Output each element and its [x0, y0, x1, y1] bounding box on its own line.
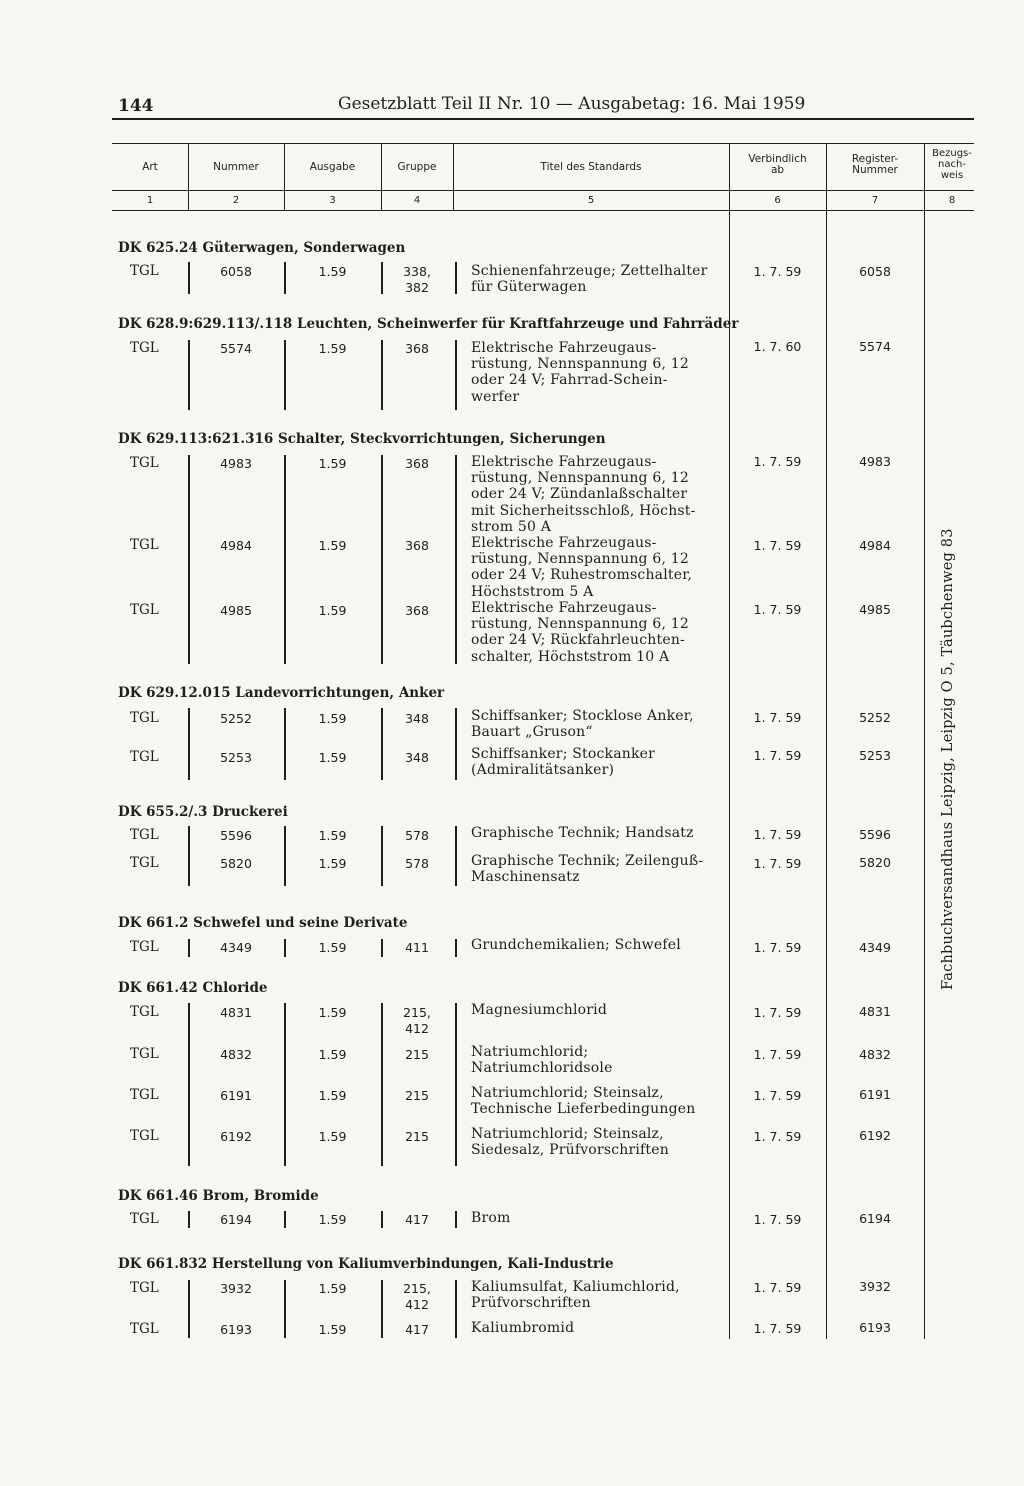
row-art: TGL [130, 939, 159, 955]
row-ausgabe: 1.59 [318, 456, 347, 471]
col-number: 8 [948, 195, 956, 206]
row-art: TGL [130, 827, 159, 843]
section-heading: DK 661.46 Brom, Bromide [118, 1188, 319, 1204]
column-divider-bezug [924, 211, 925, 1339]
row-verbindlich: 1. 7. 59 [753, 827, 802, 842]
row-column-separator [284, 455, 286, 664]
row-verbindlich: 1. 7. 59 [753, 710, 802, 725]
row-titel: Kaliumbromid [471, 1320, 575, 1336]
row-nummer: 5252 [220, 711, 252, 726]
row-ausgabe: 1.59 [318, 603, 347, 618]
header-top-rule [112, 118, 974, 120]
row-ausgabe: 1.59 [318, 1088, 347, 1103]
row-verbindlich: 1. 7. 59 [753, 538, 802, 553]
row-register: 5596 [859, 827, 891, 842]
row-nummer: 4984 [220, 538, 252, 553]
row-verbindlich: 1. 7. 59 [753, 454, 802, 469]
row-register: 5820 [859, 855, 891, 870]
row-verbindlich: 1. 7. 59 [753, 1280, 802, 1295]
row-titel: Elektrische Fahrzeugaus- rüstung, Nennspannung 6, 12 oder 24 V; Rückfahrleuchten- schalter, Höchststrom 10 A [471, 600, 689, 665]
row-ausgabe: 1.59 [318, 341, 347, 356]
row-titel: Natriumchlorid; Steinsalz, Siedesalz, Prüfvorschriften [471, 1126, 669, 1159]
row-verbindlich: 1. 7. 59 [753, 1005, 802, 1020]
row-column-separator [455, 1211, 457, 1228]
col-header-gruppe: Gruppe [397, 161, 437, 173]
row-register: 4983 [859, 454, 891, 469]
row-nummer: 5253 [220, 750, 252, 765]
row-gruppe: 417 [405, 1212, 429, 1227]
row-verbindlich: 1. 7. 59 [753, 1047, 802, 1062]
row-nummer: 6193 [220, 1322, 252, 1337]
row-register: 5253 [859, 748, 891, 763]
row-ausgabe: 1.59 [318, 711, 347, 726]
section-heading: DK 655.2/.3 Druckerei [118, 804, 288, 820]
row-titel: Schiffsanker; Stocklose Anker, Bauart „Gruson“ [471, 708, 694, 741]
row-art: TGL [130, 1004, 159, 1020]
row-column-separator [455, 708, 457, 780]
col-header-bezug: Bezugs- nach- weis [932, 148, 972, 181]
row-nummer: 6058 [220, 264, 252, 279]
col-header-ausgabe: Ausgabe [309, 161, 356, 173]
row-column-separator [188, 455, 190, 664]
col-header-nummer: Nummer [213, 161, 259, 173]
row-register: 3932 [859, 1279, 891, 1294]
row-column-separator [455, 340, 457, 410]
row-titel: Grundchemikalien; Schwefel [471, 937, 681, 953]
row-nummer: 5596 [220, 828, 252, 843]
row-titel: Graphische Technik; Handsatz [471, 825, 694, 841]
row-register: 6194 [859, 1211, 891, 1226]
row-gruppe: 215, 412 [403, 1005, 431, 1036]
row-register: 4349 [859, 940, 891, 955]
row-titel: Schienenfahrzeuge; Zettelhalter für Güterwagen [471, 263, 708, 296]
row-ausgabe: 1.59 [318, 828, 347, 843]
row-gruppe: 368 [405, 538, 429, 553]
row-column-separator [455, 939, 457, 957]
row-ausgabe: 1.59 [318, 1047, 347, 1062]
row-titel: Brom [471, 1210, 511, 1226]
section-heading: DK 625.24 Güterwagen, Sonderwagen [118, 240, 406, 256]
row-titel: Magnesiumchlorid [471, 1002, 607, 1018]
row-nummer: 6194 [220, 1212, 252, 1227]
row-gruppe: 368 [405, 341, 429, 356]
row-nummer: 5820 [220, 856, 252, 871]
row-verbindlich: 1. 7. 59 [753, 1212, 802, 1227]
row-art: TGL [130, 710, 159, 726]
row-gruppe: 417 [405, 1322, 429, 1337]
col-number: 4 [413, 195, 421, 206]
row-art: TGL [130, 602, 159, 618]
col-header-register: Register- Nummer [851, 153, 899, 176]
row-verbindlich: 1. 7. 60 [753, 339, 802, 354]
row-column-separator [455, 1280, 457, 1338]
col-header-art: Art [142, 161, 158, 173]
section-heading: DK 661.832 Herstellung von Kaliumverbindungen, Kali-Industrie [118, 1256, 614, 1272]
row-gruppe: 368 [405, 603, 429, 618]
col-number: 2 [232, 195, 240, 206]
row-column-separator [455, 1003, 457, 1166]
row-art: TGL [130, 749, 159, 765]
col-number: 6 [774, 195, 781, 206]
row-gruppe: 215 [405, 1047, 429, 1062]
page-number: 144 [118, 96, 154, 116]
row-gruppe: 348 [405, 711, 429, 726]
row-titel: Natriumchlorid; Steinsalz, Technische Lieferbedingungen [471, 1085, 696, 1118]
row-register: 6192 [859, 1128, 891, 1143]
row-titel: Graphische Technik; Zeilenguß- Maschinensatz [471, 853, 704, 886]
row-ausgabe: 1.59 [318, 940, 347, 955]
row-register: 6193 [859, 1320, 891, 1335]
row-gruppe: 338, 382 [403, 264, 431, 295]
row-titel: Natriumchlorid; Natriumchloridsole [471, 1044, 613, 1077]
row-register: 4985 [859, 602, 891, 617]
row-nummer: 4983 [220, 456, 252, 471]
table-top-rule [112, 143, 974, 144]
running-title: Gesetzblatt Teil II Nr. 10 — Ausgabetag: 16. Mai 1959 [338, 94, 806, 114]
row-art: TGL [130, 1046, 159, 1062]
row-verbindlich: 1. 7. 59 [753, 264, 802, 279]
row-ausgabe: 1.59 [318, 1322, 347, 1337]
section-heading: DK 661.2 Schwefel und seine Derivate [118, 915, 408, 931]
row-register: 5252 [859, 710, 891, 725]
table-header-rule [112, 190, 974, 191]
row-nummer: 4985 [220, 603, 252, 618]
row-nummer: 6192 [220, 1129, 252, 1144]
row-verbindlich: 1. 7. 59 [753, 748, 802, 763]
row-ausgabe: 1.59 [318, 1005, 347, 1020]
row-ausgabe: 1.59 [318, 1281, 347, 1296]
row-art: TGL [130, 340, 159, 356]
row-art: TGL [130, 1280, 159, 1296]
row-titel: Kaliumsulfat, Kaliumchlorid, Prüfvorschriften [471, 1279, 680, 1312]
column-divider-register [826, 211, 827, 1339]
row-gruppe: 578 [405, 828, 429, 843]
row-verbindlich: 1. 7. 59 [753, 602, 802, 617]
col-number: 3 [329, 195, 336, 206]
row-register: 6191 [859, 1087, 891, 1102]
row-gruppe: 578 [405, 856, 429, 871]
row-ausgabe: 1.59 [318, 856, 347, 871]
row-art: TGL [130, 1211, 159, 1227]
row-art: TGL [130, 855, 159, 871]
row-nummer: 4831 [220, 1005, 252, 1020]
row-art: TGL [130, 1087, 159, 1103]
row-register: 4832 [859, 1047, 891, 1062]
col-header-verbindlich: Verbindlich ab [748, 153, 807, 176]
row-gruppe: 348 [405, 750, 429, 765]
row-art: TGL [130, 537, 159, 553]
col-number: 7 [871, 195, 879, 206]
row-verbindlich: 1. 7. 59 [753, 1129, 802, 1144]
col-header-titel: Titel des Standards [540, 161, 642, 173]
col-number: 5 [587, 195, 595, 206]
row-column-separator [455, 262, 457, 294]
row-column-separator [455, 455, 457, 664]
row-register: 4831 [859, 1004, 891, 1019]
section-heading: DK 628.9:629.113/.118 Leuchten, Scheinwerfer für Kraftfahrzeuge und Fahrräder [118, 316, 739, 332]
row-column-separator [455, 826, 457, 886]
row-ausgabe: 1.59 [318, 750, 347, 765]
row-nummer: 4349 [220, 940, 252, 955]
row-gruppe: 215, 412 [403, 1281, 431, 1312]
row-ausgabe: 1.59 [318, 1129, 347, 1144]
row-column-separator [381, 455, 383, 664]
row-nummer: 3932 [220, 1281, 252, 1296]
row-register: 4984 [859, 538, 891, 553]
row-titel: Elektrische Fahrzeugaus- rüstung, Nennspannung 6, 12 oder 24 V; Zündanlaßschalter mit Sicherheitsschloß, Höchst- strom 50 A [471, 454, 696, 535]
row-nummer: 5574 [220, 341, 252, 356]
row-art: TGL [130, 455, 159, 471]
row-art: TGL [130, 263, 159, 279]
col-number: 1 [146, 195, 154, 206]
row-gruppe: 368 [405, 456, 429, 471]
row-verbindlich: 1. 7. 59 [753, 856, 802, 871]
row-nummer: 6191 [220, 1088, 252, 1103]
row-register: 6058 [859, 264, 891, 279]
row-ausgabe: 1.59 [318, 264, 347, 279]
section-heading: DK 629.12.015 Landevorrichtungen, Anker [118, 685, 445, 701]
row-gruppe: 215 [405, 1088, 429, 1103]
table-number-rule [112, 210, 974, 211]
row-art: TGL [130, 1321, 159, 1337]
row-art: TGL [130, 1128, 159, 1144]
row-register: 5574 [859, 339, 891, 354]
column-divider-verbindlich [729, 211, 730, 1339]
row-gruppe: 215 [405, 1129, 429, 1144]
row-ausgabe: 1.59 [318, 1212, 347, 1227]
row-verbindlich: 1. 7. 59 [753, 1321, 802, 1336]
row-gruppe: 411 [405, 940, 429, 955]
row-ausgabe: 1.59 [318, 538, 347, 553]
section-heading: DK 629.113:621.316 Schalter, Steckvorrichtungen, Sicherungen [118, 431, 606, 447]
row-nummer: 4832 [220, 1047, 252, 1062]
row-verbindlich: 1. 7. 59 [753, 940, 802, 955]
section-heading: DK 661.42 Chloride [118, 980, 268, 996]
row-verbindlich: 1. 7. 59 [753, 1088, 802, 1103]
row-titel: Schiffsanker; Stockanker (Admiralitätsanker) [471, 746, 656, 779]
publisher-side-note: Fachbuchversandhaus Leipzig, Leipzig O 5, Täubchenweg 83 [940, 528, 956, 990]
row-titel: Elektrische Fahrzeugaus- rüstung, Nennspannung 6, 12 oder 24 V; Fahrrad-Schein- werfer [471, 340, 689, 405]
row-titel: Elektrische Fahrzeugaus- rüstung, Nennspannung 6, 12 oder 24 V; Ruhestromschalter, Höchststrom 5 A [471, 535, 693, 600]
